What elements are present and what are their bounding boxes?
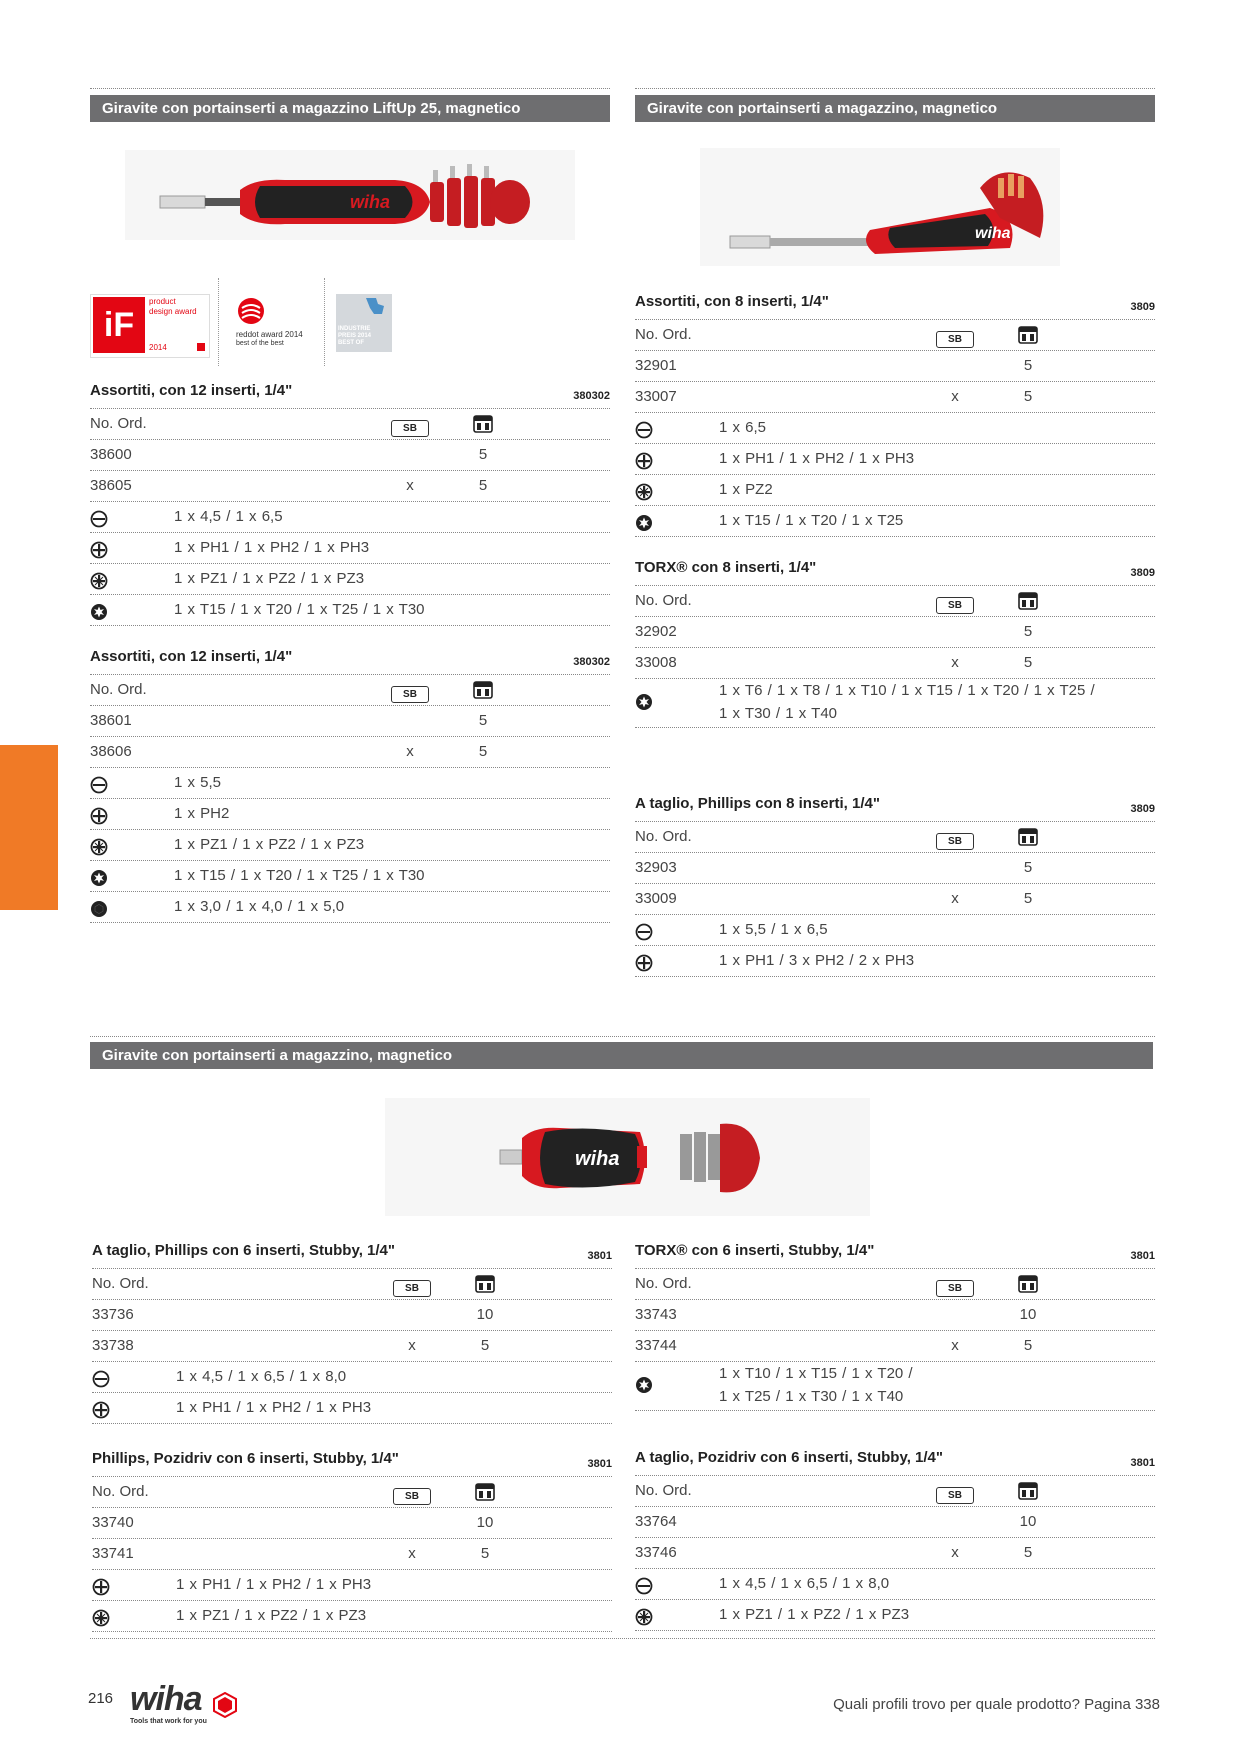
table-row — [635, 883, 1155, 914]
order-number: 33744 — [635, 1337, 677, 1354]
product-set-title: Assortiti, con 8 inserti, 1/4" — [635, 293, 829, 310]
article-code: 3801 — [587, 1250, 612, 1262]
product-set-title: TORX® con 6 inserti, Stubby, 1/4" — [635, 1242, 875, 1259]
phillips-icon — [92, 1400, 110, 1418]
bit-description: 1 x T10 / 1 x T15 / 1 x T20 / 1 x T25 / 1 x T30 / 1 x T40 — [719, 1365, 913, 1405]
pack-quantity: 5 — [478, 743, 488, 760]
sb-marker: x — [951, 654, 959, 671]
bit-description: 1 x 5,5 — [174, 774, 222, 791]
table-row — [92, 1299, 612, 1330]
table-row — [92, 1507, 612, 1538]
product-table-l1 — [90, 382, 610, 626]
bit-description: 1 x PZ1 / 1 x PZ2 / 1 x PZ3 — [719, 1606, 910, 1623]
pack-quantity: 5 — [478, 712, 488, 729]
bit-row — [635, 505, 1155, 537]
sb-marker: x — [951, 388, 959, 405]
pack-quantity: 5 — [480, 1337, 490, 1354]
bit-description: 1 x PH1 / 1 x PH2 / 1 x PH3 — [174, 539, 370, 556]
bit-row — [90, 563, 610, 594]
bit-row — [635, 678, 1155, 728]
product-set-title: A taglio, Phillips con 8 inserti, 1/4" — [635, 795, 880, 812]
order-number: 32902 — [635, 623, 677, 640]
order-number: 33007 — [635, 388, 677, 405]
bit-description: 1 x PH2 — [174, 805, 230, 822]
pack-quantity: 10 — [1019, 1306, 1037, 1323]
section-header-stubby: Giravite con portainserti a magazzino, magnetico — [90, 1042, 1153, 1069]
wiha-brand-text: wiha — [975, 225, 1011, 242]
pack-quantity: 5 — [478, 446, 488, 463]
table-row — [635, 1537, 1155, 1568]
sb-packaging-icon: SB — [392, 1269, 432, 1299]
wiha-logo: wiha — [130, 1680, 202, 1718]
profile-reference-text: Quali profili trovo per quale prodotto? Pagina 338 — [833, 1696, 1160, 1713]
product-table-b4 — [635, 1449, 1155, 1631]
order-number: 32903 — [635, 859, 677, 876]
phillips-icon — [90, 540, 108, 558]
hex-icon — [90, 899, 108, 917]
bit-description: 1 x 4,5 / 1 x 6,5 — [174, 508, 283, 525]
product-set-title: TORX® con 8 inserti, 1/4" — [635, 559, 817, 576]
bit-row — [90, 829, 610, 860]
industrie-preis-logo: INDUSTRIE PREIS 2014 BEST OF — [336, 294, 392, 352]
table-header-row — [92, 1476, 612, 1507]
product-set-title: Phillips, Pozidriv con 6 inserti, Stubby, 1/4" — [92, 1450, 399, 1467]
article-code: 3809 — [1130, 567, 1155, 579]
pozidriv-icon — [92, 1608, 110, 1626]
order-number: 33738 — [92, 1337, 134, 1354]
table-row — [92, 1538, 612, 1569]
order-number: 33736 — [92, 1306, 134, 1323]
order-number-header: No. Ord. — [635, 326, 692, 343]
sb-packaging-icon: SB — [390, 675, 430, 705]
sb-marker: x — [951, 1544, 959, 1561]
bit-row — [635, 443, 1155, 474]
bit-description: 1 x PH1 / 1 x PH2 / 1 x PH3 — [176, 1576, 372, 1593]
bit-row — [92, 1569, 612, 1600]
pack-quantity: 10 — [476, 1514, 494, 1531]
sb-marker: x — [951, 1337, 959, 1354]
pack-quantity-icon — [1008, 1269, 1048, 1299]
order-number-header: No. Ord. — [92, 1275, 149, 1292]
liftup-product-image — [125, 150, 575, 240]
order-number: 38601 — [90, 712, 132, 729]
sb-packaging-icon: SB — [935, 1476, 975, 1506]
article-code: 3809 — [1130, 301, 1155, 313]
sb-packaging-icon: SB — [390, 409, 430, 439]
product-table-r1 — [635, 293, 1155, 537]
phillips-icon — [635, 451, 653, 469]
divider — [90, 88, 610, 89]
sb-packaging-icon: SB — [935, 320, 975, 350]
product-table-b2 — [635, 1242, 1155, 1411]
bit-description: 1 x 6,5 — [719, 419, 767, 436]
order-number: 33764 — [635, 1513, 677, 1530]
sb-marker: x — [408, 1337, 416, 1354]
product-table-r2 — [635, 559, 1155, 728]
bit-row — [635, 1599, 1155, 1631]
chapter-tab — [0, 745, 58, 910]
phillips-icon — [92, 1577, 110, 1595]
pozidriv-icon — [635, 482, 653, 500]
bit-row — [90, 891, 610, 923]
bit-row — [635, 945, 1155, 977]
pozidriv-icon — [635, 1607, 653, 1625]
bit-description: 1 x PH1 / 1 x PH2 / 1 x PH3 — [176, 1399, 372, 1416]
table-header-row — [90, 674, 610, 705]
pack-quantity: 5 — [1023, 388, 1033, 405]
slot-icon — [635, 922, 653, 940]
reddot-award-logo: reddot award 2014 best of the best — [232, 294, 312, 356]
divider — [90, 1036, 1155, 1037]
order-number: 33009 — [635, 890, 677, 907]
order-number-header: No. Ord. — [635, 828, 692, 845]
table-row — [90, 470, 610, 501]
table-row — [635, 350, 1155, 381]
table-header-row — [90, 408, 610, 439]
pack-quantity: 5 — [1023, 890, 1033, 907]
table-header-row — [635, 1268, 1155, 1299]
pozidriv-icon — [90, 571, 108, 589]
bit-description: 1 x 3,0 / 1 x 4,0 / 1 x 5,0 — [174, 898, 345, 915]
pack-quantity-icon — [1008, 1476, 1048, 1506]
table-row — [635, 1506, 1155, 1537]
sb-marker: x — [951, 890, 959, 907]
article-code: 3801 — [587, 1458, 612, 1470]
article-code: 3801 — [1130, 1250, 1155, 1262]
product-set-title: Assortiti, con 12 inserti, 1/4" — [90, 382, 293, 399]
torx-icon — [635, 513, 653, 531]
sb-packaging-icon: SB — [935, 1269, 975, 1299]
table-row — [635, 1330, 1155, 1361]
bit-description: 1 x T15 / 1 x T20 / 1 x T25 — [719, 512, 904, 529]
bit-row — [90, 594, 610, 626]
bit-row — [635, 474, 1155, 505]
slot-icon — [92, 1369, 110, 1387]
slot-icon — [90, 509, 108, 527]
product-set-title: A taglio, Phillips con 6 inserti, Stubby, 1/4" — [92, 1242, 395, 1259]
order-number-header: No. Ord. — [635, 1275, 692, 1292]
sb-packaging-icon: SB — [935, 586, 975, 616]
wiha-tagline: Tools that work for you — [130, 1718, 207, 1725]
product-set-title: A taglio, Pozidriv con 6 inserti, Stubby, 1/4" — [635, 1449, 943, 1466]
table-header-row — [635, 1475, 1155, 1506]
sb-marker: x — [406, 477, 414, 494]
pack-quantity: 10 — [476, 1306, 494, 1323]
torx-icon — [90, 868, 108, 886]
sb-packaging-icon: SB — [935, 822, 975, 852]
product-table-b3 — [92, 1450, 612, 1632]
order-number-header: No. Ord. — [90, 415, 147, 432]
table-row — [635, 616, 1155, 647]
phillips-icon — [635, 953, 653, 971]
pack-quantity-icon — [465, 1269, 505, 1299]
bit-description: 1 x T15 / 1 x T20 / 1 x T25 / 1 x T30 — [174, 601, 425, 618]
section-header-liftup: Giravite con portainserti a magazzino LiftUp 25, magnetico — [90, 95, 610, 122]
article-code: 3801 — [1130, 1457, 1155, 1469]
bit-row — [90, 532, 610, 563]
table-header-row — [635, 319, 1155, 350]
order-number: 33740 — [92, 1514, 134, 1531]
bit-description: 1 x T6 / 1 x T8 / 1 x T10 / 1 x T15 / 1 x T20 / 1 x T25 / 1 x T30 / 1 x T40 — [719, 682, 1095, 722]
order-number: 33746 — [635, 1544, 677, 1561]
table-row — [90, 736, 610, 767]
pack-quantity: 5 — [480, 1545, 490, 1562]
page-number: 216 — [88, 1690, 114, 1707]
table-row — [635, 381, 1155, 412]
order-number: 33008 — [635, 654, 677, 671]
torx-icon — [90, 602, 108, 620]
table-row — [92, 1330, 612, 1361]
bit-row — [92, 1600, 612, 1632]
pozidriv-icon — [90, 837, 108, 855]
bit-row — [92, 1392, 612, 1424]
product-set-title: Assortiti, con 12 inserti, 1/4" — [90, 648, 293, 665]
order-number: 33743 — [635, 1306, 677, 1323]
wiha-brand-text: wiha — [350, 192, 391, 212]
pack-quantity: 5 — [478, 477, 488, 494]
bit-row — [635, 1361, 1155, 1411]
bit-description: 1 x PH1 / 3 x PH2 / 2 x PH3 — [719, 952, 915, 969]
table-row — [635, 647, 1155, 678]
pack-quantity: 5 — [1023, 1337, 1033, 1354]
bit-description: 1 x PZ2 — [719, 481, 773, 498]
bit-description: 1 x PH1 / 1 x PH2 / 1 x PH3 — [719, 450, 915, 467]
order-number: 32901 — [635, 357, 677, 374]
pack-quantity-icon — [1008, 822, 1048, 852]
wiha-hexagon-icon — [212, 1692, 238, 1718]
product-table-r3 — [635, 795, 1155, 977]
table-row — [90, 705, 610, 736]
pack-quantity: 5 — [1023, 623, 1033, 640]
bit-row — [635, 914, 1155, 945]
slot-icon — [635, 1576, 653, 1594]
table-header-row — [92, 1268, 612, 1299]
sb-packaging-icon: SB — [392, 1477, 432, 1507]
phillips-icon — [90, 806, 108, 824]
order-number-header: No. Ord. — [90, 681, 147, 698]
sb-marker: x — [406, 743, 414, 760]
bit-description: 1 x PZ1 / 1 x PZ2 / 1 x PZ3 — [174, 836, 365, 853]
pack-quantity-icon — [1008, 320, 1048, 350]
slot-icon — [90, 775, 108, 793]
pack-quantity-icon — [463, 409, 503, 439]
torx-icon — [635, 1376, 653, 1394]
bit-description: 1 x 4,5 / 1 x 6,5 / 1 x 8,0 — [719, 1575, 890, 1592]
article-code: 380302 — [573, 390, 610, 402]
bit-row — [635, 412, 1155, 443]
if-design-award-logo: iF product design award 2014 — [90, 294, 210, 358]
order-number-header: No. Ord. — [92, 1483, 149, 1500]
pack-quantity-icon — [1008, 586, 1048, 616]
table-header-row — [635, 821, 1155, 852]
bit-description: 1 x 5,5 / 1 x 6,5 — [719, 921, 828, 938]
slot-icon — [635, 420, 653, 438]
order-number: 38605 — [90, 477, 132, 494]
pack-quantity: 10 — [1019, 1513, 1037, 1530]
bit-row — [90, 767, 610, 798]
bit-description: 1 x PZ1 / 1 x PZ2 / 1 x PZ3 — [176, 1607, 367, 1624]
bit-row — [90, 501, 610, 532]
article-code: 380302 — [573, 656, 610, 668]
table-header-row — [635, 585, 1155, 616]
divider — [90, 1638, 1155, 1639]
article-code: 3809 — [1130, 803, 1155, 815]
bit-row — [90, 860, 610, 891]
product-table-b1 — [92, 1242, 612, 1424]
order-number: 38606 — [90, 743, 132, 760]
bit-description: 1 x T15 / 1 x T20 / 1 x T25 / 1 x T30 — [174, 867, 425, 884]
pack-quantity: 5 — [1023, 1544, 1033, 1561]
order-number-header: No. Ord. — [635, 1482, 692, 1499]
pack-quantity-icon — [463, 675, 503, 705]
pack-quantity: 5 — [1023, 357, 1033, 374]
section-header-magazine: Giravite con portainserti a magazzino, magnetico — [635, 95, 1155, 122]
bit-row — [90, 798, 610, 829]
stubby-product-image — [385, 1098, 870, 1216]
order-number: 33741 — [92, 1545, 134, 1562]
order-number-header: No. Ord. — [635, 592, 692, 609]
torx-icon — [635, 693, 653, 711]
bit-row — [635, 1568, 1155, 1599]
bit-description: 1 x 4,5 / 1 x 6,5 / 1 x 8,0 — [176, 1368, 347, 1385]
table-row — [90, 439, 610, 470]
divider — [635, 88, 1155, 89]
bit-row — [92, 1361, 612, 1392]
sb-marker: x — [408, 1545, 416, 1562]
pack-quantity: 5 — [1023, 859, 1033, 876]
pack-quantity: 5 — [1023, 654, 1033, 671]
table-row — [635, 1299, 1155, 1330]
pack-quantity-icon — [465, 1477, 505, 1507]
table-row — [635, 852, 1155, 883]
bit-description: 1 x PZ1 / 1 x PZ2 / 1 x PZ3 — [174, 570, 365, 587]
magazine-product-image — [700, 148, 1060, 266]
product-table-l2 — [90, 648, 610, 923]
wiha-brand-text: wiha — [575, 1148, 620, 1170]
order-number: 38600 — [90, 446, 132, 463]
